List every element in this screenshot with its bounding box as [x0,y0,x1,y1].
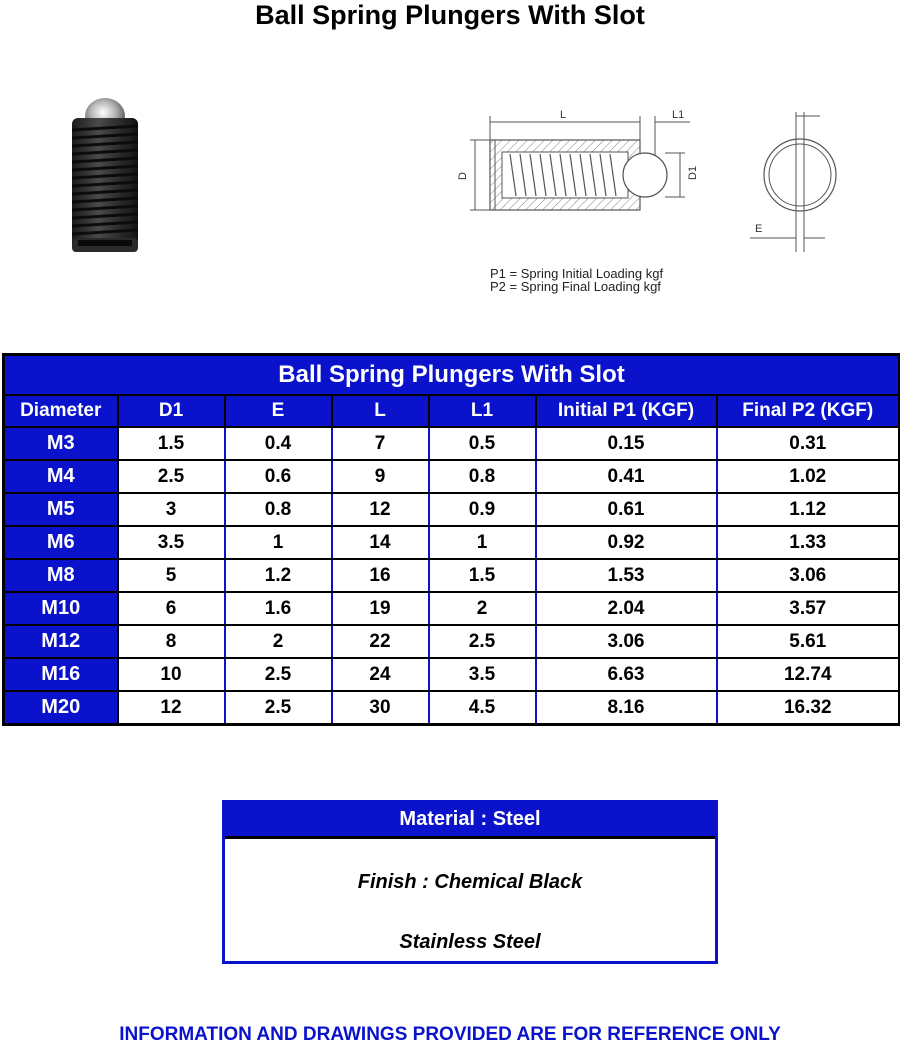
value-cell: 3 [118,493,225,526]
value-cell: 2.5 [225,691,332,725]
value-cell: 0.5 [429,427,536,460]
table-row [4,625,900,658]
alt-material-text: Stainless Steel [399,931,541,953]
value-cell: 2 [225,625,332,658]
table-row [4,493,900,526]
table-row [4,592,900,625]
value-cell: 12.74 [717,658,900,691]
column-header: L [332,395,429,427]
value-cell: 1.53 [536,559,717,592]
table-header-row [4,395,900,427]
column-header: Initial P1 (KGF) [536,395,717,427]
table-row [4,559,900,592]
value-cell: 1.2 [225,559,332,592]
value-cell: 30 [332,691,429,725]
value-cell: 6 [118,592,225,625]
value-cell: 10 [118,658,225,691]
value-cell: 3.5 [118,526,225,559]
size-cell: M12 [4,625,118,658]
legend-p1: P1 = Spring Initial Loading kgf [490,266,664,281]
value-cell: 16 [332,559,429,592]
value-cell: 12 [332,493,429,526]
value-cell: 2 [429,592,536,625]
value-cell: 3.5 [429,658,536,691]
value-cell: 0.92 [536,526,717,559]
value-cell: 8 [118,625,225,658]
table-row [4,658,900,691]
table-row [4,427,900,460]
value-cell: 2.5 [429,625,536,658]
value-cell: 0.9 [429,493,536,526]
value-cell: 2.5 [118,460,225,493]
label-l1: L1 [672,109,685,121]
label-d1: D1 [687,165,699,180]
value-cell: 5.61 [717,625,900,658]
size-cell: M3 [4,427,118,460]
product-photo [50,88,160,263]
label-d: D [457,172,469,180]
value-cell: 0.8 [429,460,536,493]
value-cell: 2.04 [536,592,717,625]
value-cell: 24 [332,658,429,691]
value-cell: 22 [332,625,429,658]
value-cell: 0.61 [536,493,717,526]
column-header: L1 [429,395,536,427]
value-cell: 14 [332,526,429,559]
value-cell: 6.63 [536,658,717,691]
size-cell: M16 [4,658,118,691]
drawing-legend [490,267,663,293]
size-cell: M20 [4,691,118,725]
material-box [222,800,718,964]
disclaimer-footer: INFORMATION AND DRAWINGS PROVIDED ARE FOR REFERENCE ONLY [119,1024,781,1045]
table-row [4,460,900,493]
value-cell: 16.32 [717,691,900,725]
table-body [4,427,900,725]
table-row [4,691,900,725]
spec-table [2,353,900,726]
label-l: L [560,109,567,121]
finish-text: Finish : Chemical Black [357,871,583,893]
value-cell: 1.6 [225,592,332,625]
value-cell: 1 [429,526,536,559]
value-cell: 1.12 [717,493,900,526]
column-header: D1 [118,395,225,427]
value-cell: 0.41 [536,460,717,493]
legend-p2: P2 = Spring Final Loading kgf [490,279,661,294]
value-cell: 0.6 [225,460,332,493]
value-cell: 1 [225,526,332,559]
value-cell: 0.15 [536,427,717,460]
value-cell: 7 [332,427,429,460]
value-cell: 1.02 [717,460,900,493]
label-e: E [755,223,763,235]
value-cell: 0.31 [717,427,900,460]
value-cell: 0.8 [225,493,332,526]
size-cell: M8 [4,559,118,592]
material-header: Material : Steel [225,803,715,839]
value-cell: 4.5 [429,691,536,725]
value-cell: 3.57 [717,592,900,625]
column-header: Final P2 (KGF) [717,395,900,427]
size-cell: M4 [4,460,118,493]
table-caption: Ball Spring Plungers With Slot [4,355,900,396]
value-cell: 9 [332,460,429,493]
value-cell: 12 [118,691,225,725]
value-cell: 8.16 [536,691,717,725]
table-row [4,526,900,559]
size-cell: M10 [4,592,118,625]
column-header: E [225,395,332,427]
value-cell: 3.06 [536,625,717,658]
value-cell: 0.4 [225,427,332,460]
value-cell: 1.5 [429,559,536,592]
value-cell: 5 [118,559,225,592]
page-title: Ball Spring Plungers With Slot [255,0,645,30]
value-cell: 1.5 [118,427,225,460]
value-cell: 19 [332,592,429,625]
value-cell: 1.33 [717,526,900,559]
size-cell: M6 [4,526,118,559]
value-cell: 3.06 [717,559,900,592]
value-cell: 2.5 [225,658,332,691]
column-header: Diameter [4,395,118,427]
size-cell: M5 [4,493,118,526]
